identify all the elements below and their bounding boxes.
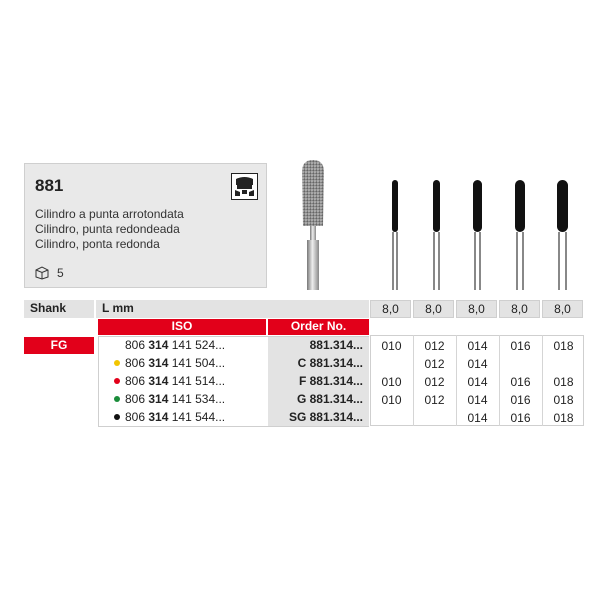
size-cell bbox=[414, 409, 455, 427]
variant-012-drawing bbox=[433, 180, 440, 290]
size-cell: 014 bbox=[467, 411, 488, 425]
variant-018-drawing bbox=[557, 180, 568, 290]
length-value: 8,0 bbox=[456, 300, 497, 318]
product-card bbox=[24, 163, 267, 288]
model-number: 881 bbox=[35, 176, 64, 195]
variant-014-drawing bbox=[473, 180, 482, 290]
size-cell: 010 bbox=[381, 339, 402, 353]
crown-prep-icon bbox=[231, 173, 258, 200]
iso-number: 806 314 141 514... bbox=[125, 374, 226, 388]
description-it: Cilindro a punta arrotondata bbox=[35, 207, 184, 221]
grit-dot bbox=[114, 360, 120, 366]
iso-number: 806 314 141 544... bbox=[125, 410, 226, 424]
length-value: 8,0 bbox=[542, 300, 583, 318]
table-row bbox=[98, 391, 369, 409]
order-number: F 881.314... bbox=[298, 374, 363, 388]
shank-header: Shank bbox=[24, 300, 94, 318]
size-cell: 012 bbox=[424, 375, 445, 389]
length-value: 8,0 bbox=[413, 300, 454, 318]
grit-dot bbox=[114, 396, 120, 402]
size-cell: 018 bbox=[553, 393, 574, 407]
size-cell bbox=[500, 355, 541, 373]
size-cell bbox=[371, 355, 412, 373]
grit-dot bbox=[114, 378, 120, 384]
table-row bbox=[98, 409, 369, 427]
size-cell: 012 bbox=[424, 339, 445, 353]
size-cell: 018 bbox=[553, 339, 574, 353]
size-cell: 012 bbox=[424, 357, 445, 371]
size-cell: 014 bbox=[467, 393, 488, 407]
size-cell bbox=[543, 355, 584, 373]
table-row bbox=[98, 337, 369, 355]
size-cell: 014 bbox=[467, 375, 488, 389]
description-pt: Cilindro, ponta redonda bbox=[35, 237, 160, 251]
variant-016-drawing bbox=[515, 180, 525, 290]
iso-number: 806 314 141 504... bbox=[125, 356, 226, 370]
order-number-header: Order No. bbox=[268, 319, 369, 335]
size-variant-drawings bbox=[374, 172, 584, 290]
length-value: 8,0 bbox=[370, 300, 411, 318]
size-cell: 014 bbox=[467, 339, 488, 353]
shank-type-badge: FG bbox=[24, 337, 94, 354]
package-box-icon bbox=[35, 266, 49, 280]
iso-number: 806 314 141 534... bbox=[125, 392, 226, 406]
order-number: G 881.314... bbox=[296, 392, 363, 406]
size-cell: 016 bbox=[510, 339, 531, 353]
table-row bbox=[98, 355, 369, 373]
size-cell: 016 bbox=[510, 393, 531, 407]
size-cell: 018 bbox=[553, 411, 574, 425]
size-cell: 010 bbox=[381, 375, 402, 389]
order-number: SG 881.314... bbox=[288, 410, 363, 424]
size-cell: 010 bbox=[381, 393, 402, 407]
size-cell: 016 bbox=[510, 375, 531, 389]
length-header: L mm bbox=[96, 300, 369, 318]
size-cell: 014 bbox=[467, 357, 488, 371]
package-qty: 5 bbox=[57, 266, 64, 280]
grit-dot bbox=[114, 414, 120, 420]
length-value: 8,0 bbox=[499, 300, 540, 318]
iso-number: 806 314 141 524... bbox=[125, 338, 226, 352]
variant-010-drawing bbox=[392, 180, 398, 290]
size-cell: 016 bbox=[510, 411, 531, 425]
size-cell: 012 bbox=[424, 393, 445, 407]
product-descriptions bbox=[35, 207, 184, 252]
size-cell bbox=[371, 409, 412, 427]
size-cell: 018 bbox=[553, 375, 574, 389]
order-number: C 881.314... bbox=[297, 356, 363, 370]
order-number: 881.314... bbox=[309, 338, 363, 352]
package-info bbox=[35, 266, 64, 280]
bur-photo bbox=[296, 156, 330, 291]
description-es: Cilindro, punta redondeada bbox=[35, 222, 180, 236]
table-row bbox=[98, 373, 369, 391]
iso-header: ISO bbox=[98, 319, 266, 335]
